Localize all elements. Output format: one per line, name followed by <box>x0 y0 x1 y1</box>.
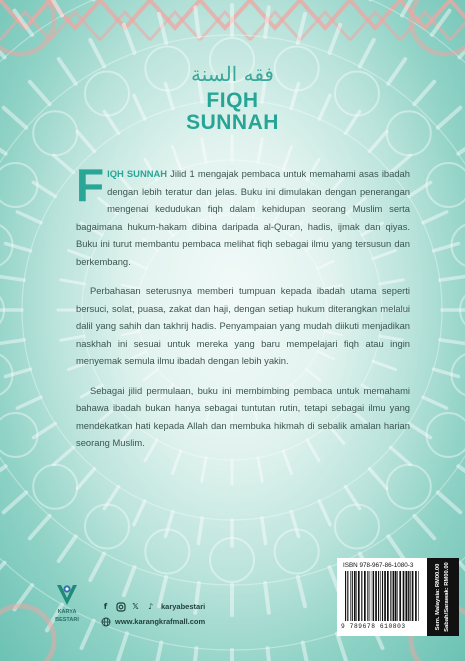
x-icon[interactable]: 𝕏 <box>132 602 139 611</box>
price-strip <box>427 558 459 636</box>
isbn-digits: 9 789678 610803 <box>341 623 406 630</box>
lead-title: IQH SUNNAH <box>107 168 168 179</box>
price-semenanjung: Sem. Malaysia: RM00.00 <box>435 563 441 631</box>
barcode <box>343 571 421 623</box>
publisher-logo <box>47 583 87 623</box>
synopsis-paragraph-2: Perbahasan seterusnya memberi tumpuan kepada ibadah utama seperti bersuci, solat, puasa, zakat dan haji, dengan setiap hukum diterangkan melalui dalil yang sahih dan takhrij hadis. Penyampaian yang mudah diikuti menjadikan naskhah ini sesuai untuk mereka yang baru mempelajari fiqh atau ingin menyemak semula ilmu ibadah dengan lebih yakin. <box>76 285 410 366</box>
isbn-label: ISBN 978-967-86-1080-3 <box>343 562 414 569</box>
paragraph-1-text: Jilid 1 mengajak pembaca untuk memahami asas ibadah dengan lebih teratur dan jelas. Buku ini dimulakan dengan penerangan mengenai kedudukan fiqh dalam kehidupan seorang Muslim serta bagaimana hukum-hakam dibina daripada al-Quran, hadis, ijmak dan qiyas. Buku ini turut membantu pembaca melihat fiqh sebagai ilmu yang tersusun dan berkembang. <box>76 168 410 267</box>
publisher-name-line-2: BESTARI <box>55 617 79 623</box>
publisher-name-line-1: KARYA <box>57 609 77 615</box>
facebook-icon[interactable]: f <box>103 602 108 611</box>
tiktok-icon[interactable]: ♪ <box>147 602 154 611</box>
synopsis <box>76 159 410 464</box>
title-logo <box>0 58 465 134</box>
title-line-1: FIQH <box>206 89 259 112</box>
website-link[interactable]: www.karangkrafmall.com <box>115 617 206 626</box>
social-handle[interactable]: karyabestari <box>161 602 206 611</box>
publisher-mark-icon <box>54 583 80 607</box>
social-media-row <box>100 601 205 612</box>
title-line-2: SUNNAH <box>186 111 279 134</box>
instagram-icon[interactable] <box>115 601 126 612</box>
synopsis-paragraph-3: Sebagai jilid permulaan, buku ini membimbing pembaca untuk memahami bahawa ibadah bukan hanya sebagai tuntutan rutin, tetapi sebagai ilmu yang mendekatkan hati kepada Allah dan membuka hikmah di sebalik amalan harian seorang Muslim. <box>76 384 410 448</box>
isbn-barcode-box <box>337 558 427 636</box>
price-sabah-sarawak: Sabah/Sarawak: RM00.00 <box>444 562 450 632</box>
globe-icon <box>100 616 111 627</box>
website-row <box>100 616 205 627</box>
drop-cap: F <box>76 159 105 211</box>
arabic-calligraphy: فقه السنة <box>190 62 274 86</box>
synopsis-paragraph-1 <box>76 159 410 270</box>
